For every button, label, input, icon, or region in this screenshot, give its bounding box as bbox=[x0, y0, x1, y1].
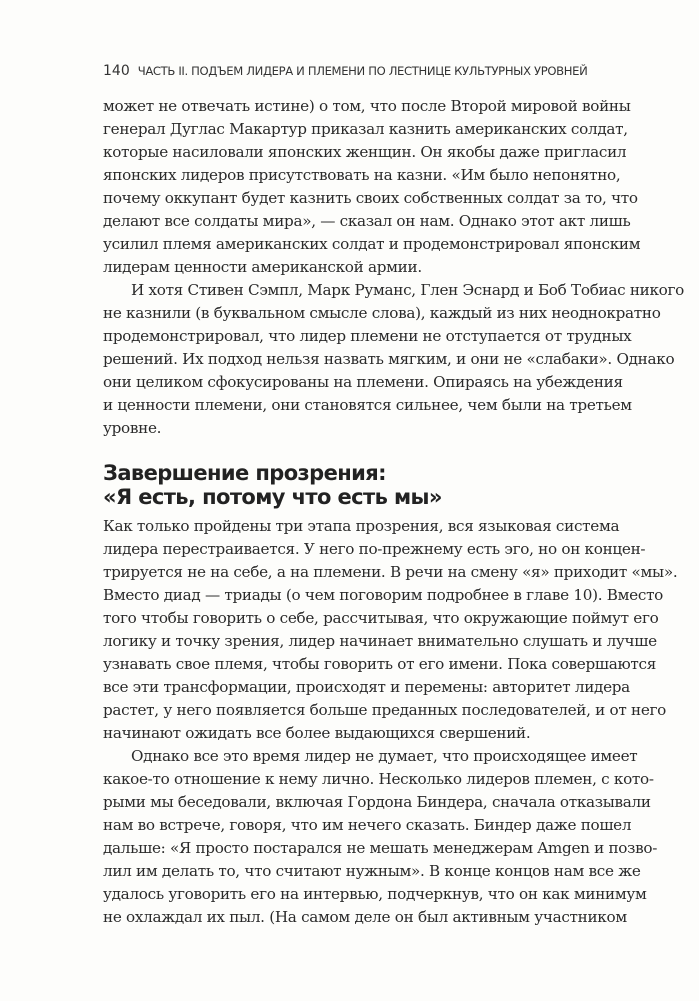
text-line: усилил племя американских солдат и продемонстрировал японским bbox=[103, 235, 641, 253]
text-line: лидера перестраивается. У него по-прежнему есть эго, но он концен- bbox=[103, 540, 646, 558]
paragraph bbox=[103, 95, 641, 279]
paragraph bbox=[103, 515, 678, 745]
text-line: растет, у него появляется больше преданных последователей, и от него bbox=[103, 701, 667, 719]
section-heading-line: Завершение прозрения: bbox=[103, 461, 386, 485]
text-line: не охлаждал их пыл. (На самом деле он был активным участником bbox=[103, 908, 627, 926]
text-column bbox=[103, 95, 685, 929]
text-line: японских лидеров присутствовать на казни. «Им было непонятно, bbox=[103, 166, 621, 184]
text-line: трируется не на себе, а на племени. В речи на смену «я» приходит «мы». bbox=[103, 563, 678, 581]
text-line: лидерам ценности американской армии. bbox=[103, 258, 422, 276]
text-line: Как только пройдены три этапа прозрения, вся языковая система bbox=[103, 517, 620, 535]
text-line: Однако все это время лидер не думает, что происходящее имеет bbox=[131, 747, 638, 765]
text-line: рыми мы беседовали, включая Гордона Биндера, сначала отказывали bbox=[103, 793, 651, 811]
text-line: уровне. bbox=[103, 419, 162, 437]
text-line: решений. Их подход нельзя назвать мягким, и они не «слабаки». Однако bbox=[103, 350, 675, 368]
text-line: дальше: «Я просто постарался не мешать менеджерам Amgen и позво- bbox=[103, 839, 658, 857]
text-line: делают все солдаты мира», — сказал он нам. Однако этот акт лишь bbox=[103, 212, 631, 230]
text-line: и ценности племени, они становятся сильнее, чем были на третьем bbox=[103, 396, 632, 414]
running-title: ЧАСТЬ II. ПОДЪЕМ ЛИДЕРА И ПЛЕМЕНИ ПО ЛЕСТНИЦЕ КУЛЬТУРНЫХ УРОВНЕЙ bbox=[137, 64, 588, 78]
paragraph bbox=[103, 279, 685, 440]
text-line: начинают ожидать все более выдающихся свершений. bbox=[103, 724, 531, 742]
text-line: какое-то отношение к нему лично. Несколько лидеров племен, с кото- bbox=[103, 770, 654, 788]
text-line: которые насиловали японских женщин. Он якобы даже пригласил bbox=[103, 143, 627, 161]
text-line: лил им делать то, что считают нужным». В конце концов нам все же bbox=[103, 862, 641, 880]
text-line: узнавать свое племя, чтобы говорить от его имени. Пока совершаются bbox=[103, 655, 656, 673]
text-line: почему оккупант будет казнить своих собственных солдат за то, что bbox=[103, 189, 638, 207]
text-line: продемонстрировал, что лидер племени не отступается от трудных bbox=[103, 327, 632, 345]
text-line: все эти трансформации, происходят и перемены: авторитет лидера bbox=[103, 678, 630, 696]
paragraph bbox=[103, 745, 658, 929]
text-line: И хотя Стивен Сэмпл, Марк Руманс, Глен Эснард и Боб Тобиас никого bbox=[131, 281, 685, 299]
text-line: того чтобы говорить о себе, рассчитывая, что окружающие поймут его bbox=[103, 609, 659, 627]
text-line: удалось уговорить его на интервью, подчеркнув, что он как минимум bbox=[103, 885, 647, 903]
text-line: Вместо диад — триады (о чем поговорим подробнее в главе 10). Вместо bbox=[103, 586, 664, 604]
page-number: 140 bbox=[103, 63, 130, 79]
text-line: логику и точку зрения, лидер начинает внимательно слушать и лучше bbox=[103, 632, 657, 650]
section-heading-line: «Я есть, потому что есть мы» bbox=[103, 484, 442, 509]
text-line: может не отвечать истине) о том, что после Второй мировой войны bbox=[103, 97, 631, 115]
text-line: нам во встрече, говоря, что им нечего сказать. Биндер даже пошел bbox=[103, 816, 632, 834]
text-line: не казнили (в буквальном смысле слова), каждый из них неоднократно bbox=[103, 304, 661, 322]
text-line: они целиком сфокусированы на племени. Опираясь на убеждения bbox=[103, 373, 623, 391]
text-line: генерал Дуглас Макартур приказал казнить американских солдат, bbox=[103, 120, 628, 138]
section-heading bbox=[103, 462, 606, 509]
running-header bbox=[103, 63, 608, 79]
